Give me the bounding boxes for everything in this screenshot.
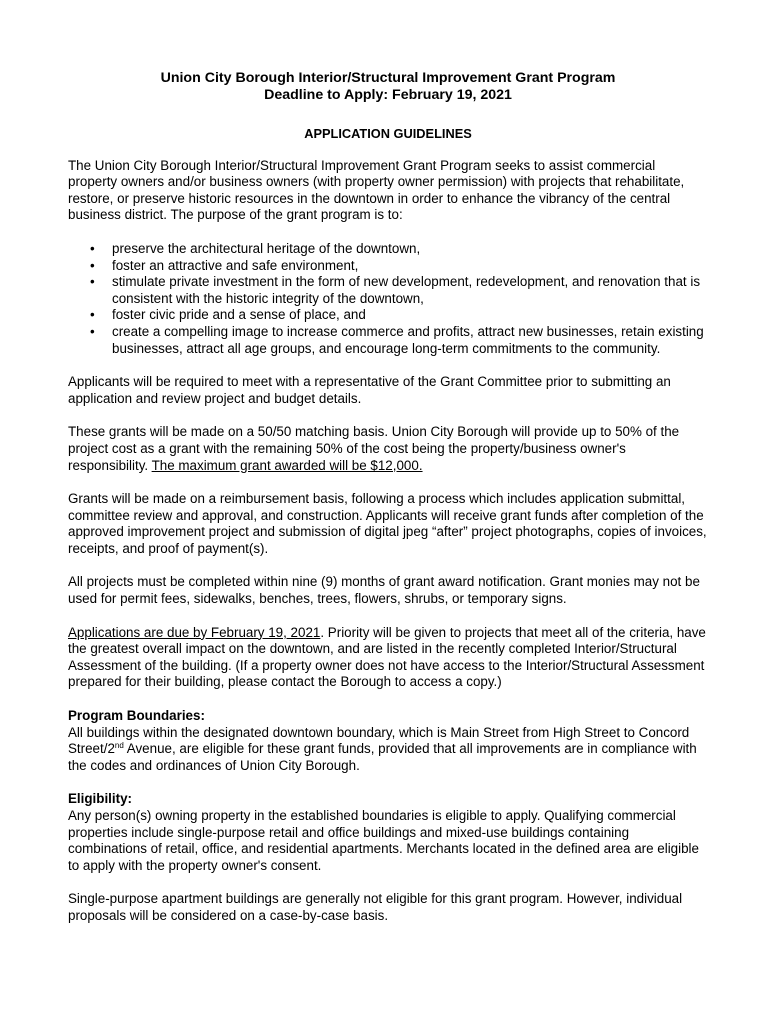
eligibility-heading: Eligibility: bbox=[68, 791, 132, 807]
apartments-paragraph: Single-purpose apartment buildings are generally not eligible for this grant program. However, individual proposals will be considered on a case-by-case basis. bbox=[68, 891, 683, 923]
purpose-item bbox=[68, 274, 708, 307]
due-text: . Priority will be given to projects that meet all of the criteria, have the greatest overall impact on the downtown, and are listed in the recently completed Interior/Structural Assessment of the building. (If a property owner does not have access to the Interior/Structural Assessment prepared for their building, please contact the Borough to access a copy.) bbox=[68, 624, 706, 690]
ordinal-suffix: nd bbox=[114, 741, 124, 751]
completion-paragraph: All projects must be completed within nine (9) months of grant award notification. Grant monies may not be used for permit fees, sidewalks, benches, trees, flowers, shrubs, or temporary signs. bbox=[68, 574, 700, 607]
matching-text: These grants will be made on a 50/50 matching basis. Union City Borough will provide up to 50% of the project cost as a grant with the remaining 50% of the cost being the property/business owner's responsibility. bbox=[68, 424, 680, 473]
deadline-line: Deadline to Apply: February 19, 2021 bbox=[264, 87, 512, 103]
purpose-list bbox=[68, 241, 708, 357]
purpose-item bbox=[68, 258, 708, 275]
document-content bbox=[68, 70, 708, 925]
purpose-item bbox=[68, 324, 708, 357]
matching-paragraph bbox=[68, 424, 708, 474]
bullet-icon: • bbox=[90, 240, 95, 256]
bullet-icon: • bbox=[90, 274, 95, 290]
intro-paragraph: The Union City Borough Interior/Structural Improvement Grant Program seeks to assist commercial property owners and/or business owners (with property owner permission) with projects that rehabilitate, restore, or preserve historic resources in the downtown in order to enhance the vibrancy of the central business district. The purpose of the grant program is to: bbox=[68, 157, 685, 223]
purpose-text: foster civic pride and a sense of place, and bbox=[112, 307, 366, 323]
due-paragraph bbox=[68, 625, 708, 691]
boundaries-paragraph bbox=[68, 725, 708, 775]
purpose-text: preserve the architectural heritage of the downtown, bbox=[112, 240, 421, 256]
purpose-text: stimulate private investment in the form of new development, redevelopment, and renovation that is consistent with the historic integrity of the downtown, bbox=[112, 274, 701, 306]
meeting-paragraph: Applicants will be required to meet with a representative of the Grant Committee prior to submitting an application and review project and budget details. bbox=[68, 374, 671, 406]
boundaries-text-before: All buildings within the designated downtown boundary, which is Main Street from High Street to Concord Street/2 bbox=[68, 724, 690, 757]
reimbursement-paragraph: Grants will be made on a reimbursement basis, following a process which includes application submittal, committee review and approval, and construction. Applicants will receive grant funds after completion of the approved improvement project and submission of digital jpeg “after” project photographs, copies of invoices, receipts, and proof of payment(s). bbox=[68, 491, 707, 556]
purpose-text: create a compelling image to increase commerce and profits, attract new businesses, retain existing businesses, attract all age groups, and encourage long-term commitments to the community. bbox=[112, 323, 704, 356]
eligibility-paragraph: Any person(s) owning property in the established boundaries is eligible to apply. Qualifying commercial properties include single-purpose retail and office buildings and mixed-use buildings containing combinations of retail, office, and residential apartments. Merchants located in the defined area are eligible to apply with the property owner's consent. bbox=[68, 808, 699, 873]
document-title: Union City Borough Interior/Structural Improvement Grant Program bbox=[160, 70, 616, 86]
due-date-text: Applications are due by February 19, 2021 bbox=[68, 624, 321, 640]
bullet-icon: • bbox=[90, 257, 95, 273]
purpose-text: foster an attractive and safe environment, bbox=[112, 257, 359, 273]
boundaries-text-after: Avenue, are eligible for these grant funds, provided that all improvements are in compliance with the codes and ordinances of Union City Borough. bbox=[68, 741, 697, 773]
boundaries-heading: Program Boundaries: bbox=[68, 708, 205, 724]
purpose-item bbox=[68, 241, 708, 258]
bullet-icon: • bbox=[90, 323, 95, 339]
max-grant-text: The maximum grant awarded will be $12,000. bbox=[151, 457, 423, 473]
section-title: APPLICATION GUIDELINES bbox=[304, 126, 472, 141]
bullet-icon: • bbox=[90, 307, 95, 323]
purpose-item bbox=[68, 307, 708, 324]
